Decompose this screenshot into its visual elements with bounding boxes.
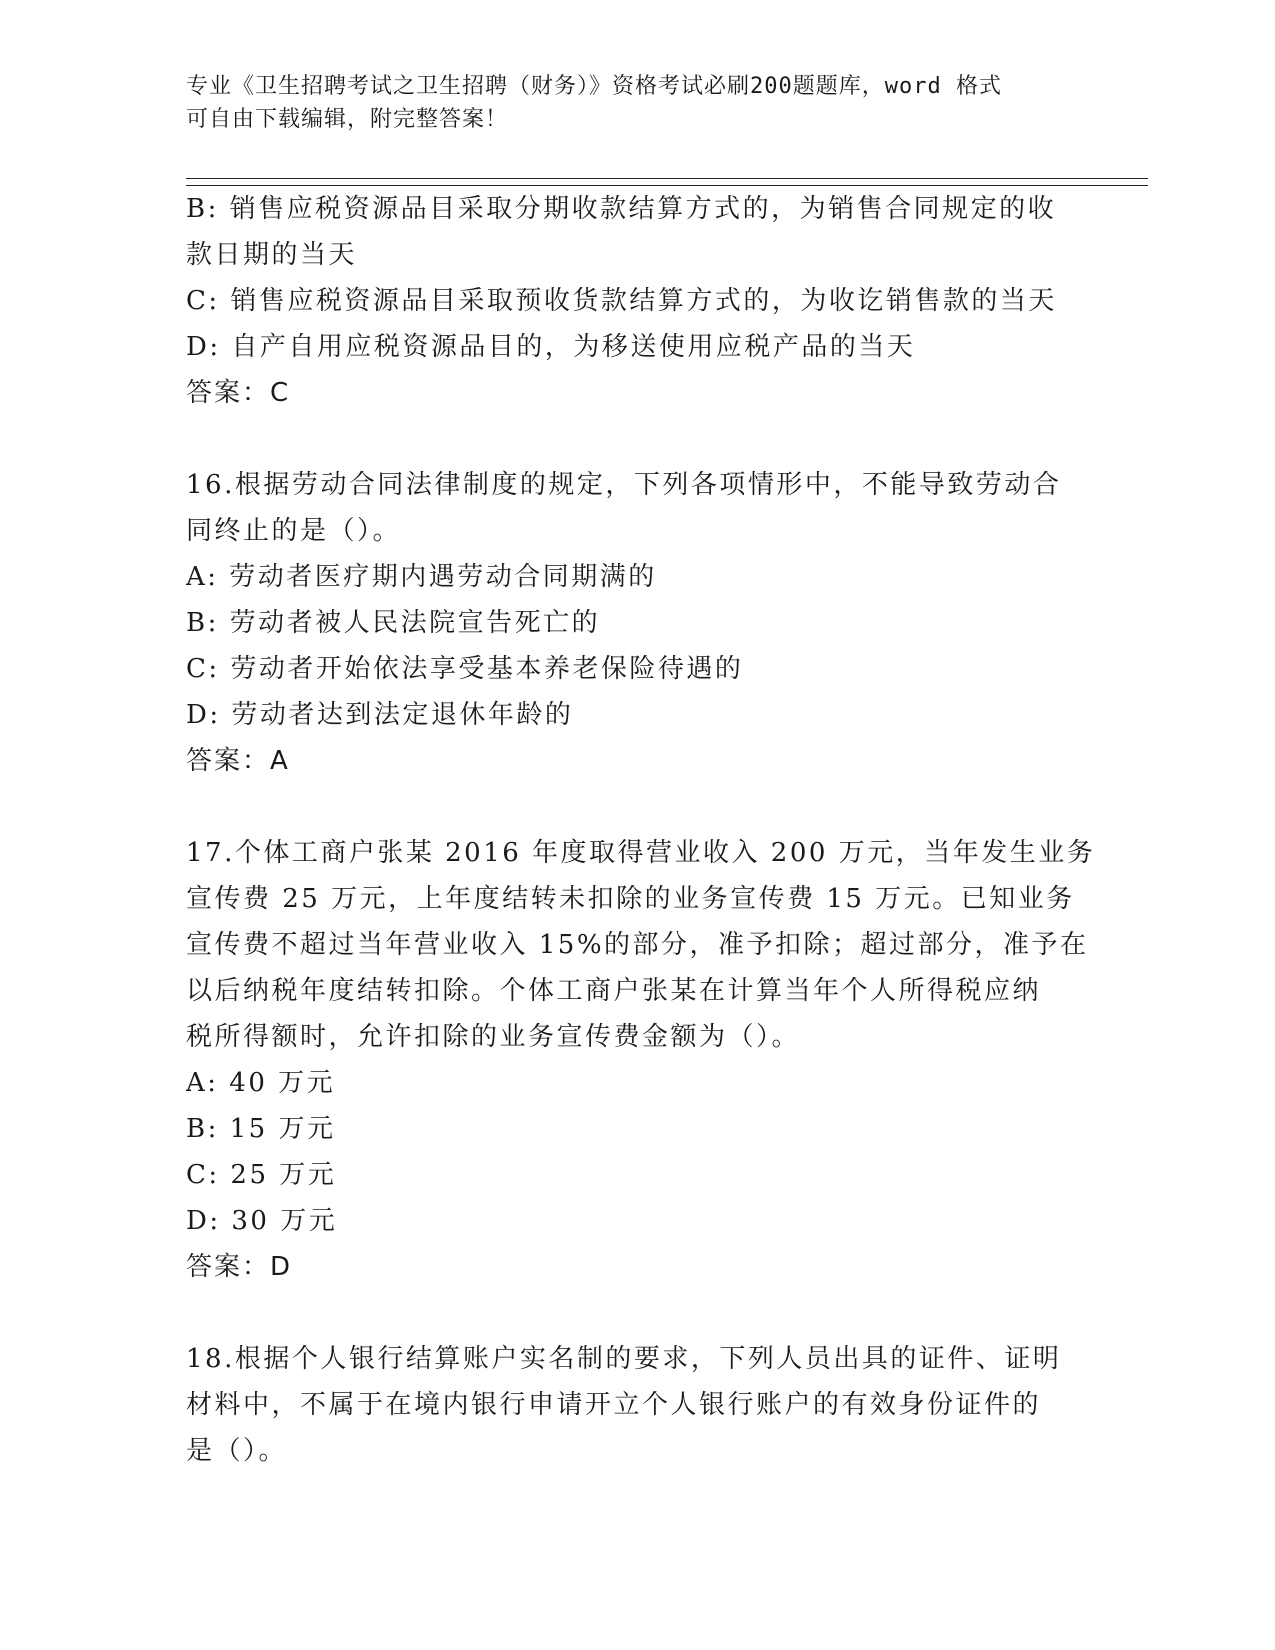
question-stem-continued: 税所得额时，允许扣除的业务宣传费金额为（）。 (186, 1022, 801, 1052)
header-rule-top (186, 178, 1148, 179)
option-d: D: 劳动者达到法定退休年龄的 (186, 700, 574, 730)
option-c: C: 销售应税资源品目采取预收货款结算方式的，为收讫销售款的当天 (186, 286, 1057, 316)
option-b: B: 销售应税资源品目采取分期收款结算方式的，为销售合同规定的收 (186, 194, 1057, 224)
option-b-continued: 款日期的当天 (186, 240, 358, 270)
answer: 答案：D (186, 1252, 293, 1282)
option-c: C: 劳动者开始依法享受基本养老保险待遇的 (186, 654, 744, 684)
question-15-tail (186, 186, 1086, 416)
question-stem-continued: 同终止的是（）。 (186, 516, 402, 546)
option-d: D: 30 万元 (186, 1206, 338, 1236)
question-stem: 17.个体工商户张某 2016 年度取得营业收入 200 万元，当年发生业务 (186, 838, 1096, 868)
question-stem: 16.根据劳动合同法律制度的规定，下列各项情形中，不能导致劳动合 (186, 470, 1062, 500)
document-header (186, 70, 1066, 136)
document-body (186, 186, 1096, 1474)
question-18 (186, 1336, 1086, 1474)
option-d: D: 自产自用应税资源品目的，为移送使用应税产品的当天 (186, 332, 916, 362)
question-stem-continued: 以后纳税年度结转扣除。个体工商户张某在计算当年个人所得税应纳 (186, 976, 1042, 1006)
option-c: C: 25 万元 (186, 1160, 337, 1190)
question-stem-continued: 材料中，不属于在境内银行申请开立个人银行账户的有效身份证件的 (186, 1390, 1042, 1420)
header-line-2: 可自由下载编辑，附完整答案！ (186, 107, 509, 132)
question-stem-continued: 是（）。 (186, 1436, 288, 1466)
option-b: B: 15 万元 (186, 1114, 336, 1144)
header-line-1: 专业《卫生招聘考试之卫生招聘（财务）》资格考试必刷200题题库，word 格式 (186, 74, 1002, 99)
option-a: A: 劳动者医疗期内遇劳动合同期满的 (186, 562, 657, 592)
question-stem-continued: 宣传费不超过当年营业收入 15%的部分，准予扣除；超过部分，准予在 (186, 930, 1089, 960)
question-16 (186, 462, 1086, 784)
question-stem-continued: 宣传费 25 万元，上年度结转未扣除的业务宣传费 15 万元。已知业务 (186, 884, 1075, 914)
option-b: B: 劳动者被人民法院宣告死亡的 (186, 608, 601, 638)
answer: 答案：C (186, 378, 291, 408)
option-a: A: 40 万元 (186, 1068, 336, 1098)
question-17 (186, 830, 1096, 1290)
answer: 答案：A (186, 746, 290, 776)
question-stem: 18.根据个人银行结算账户实名制的要求，下列人员出具的证件、证明 (186, 1344, 1062, 1374)
